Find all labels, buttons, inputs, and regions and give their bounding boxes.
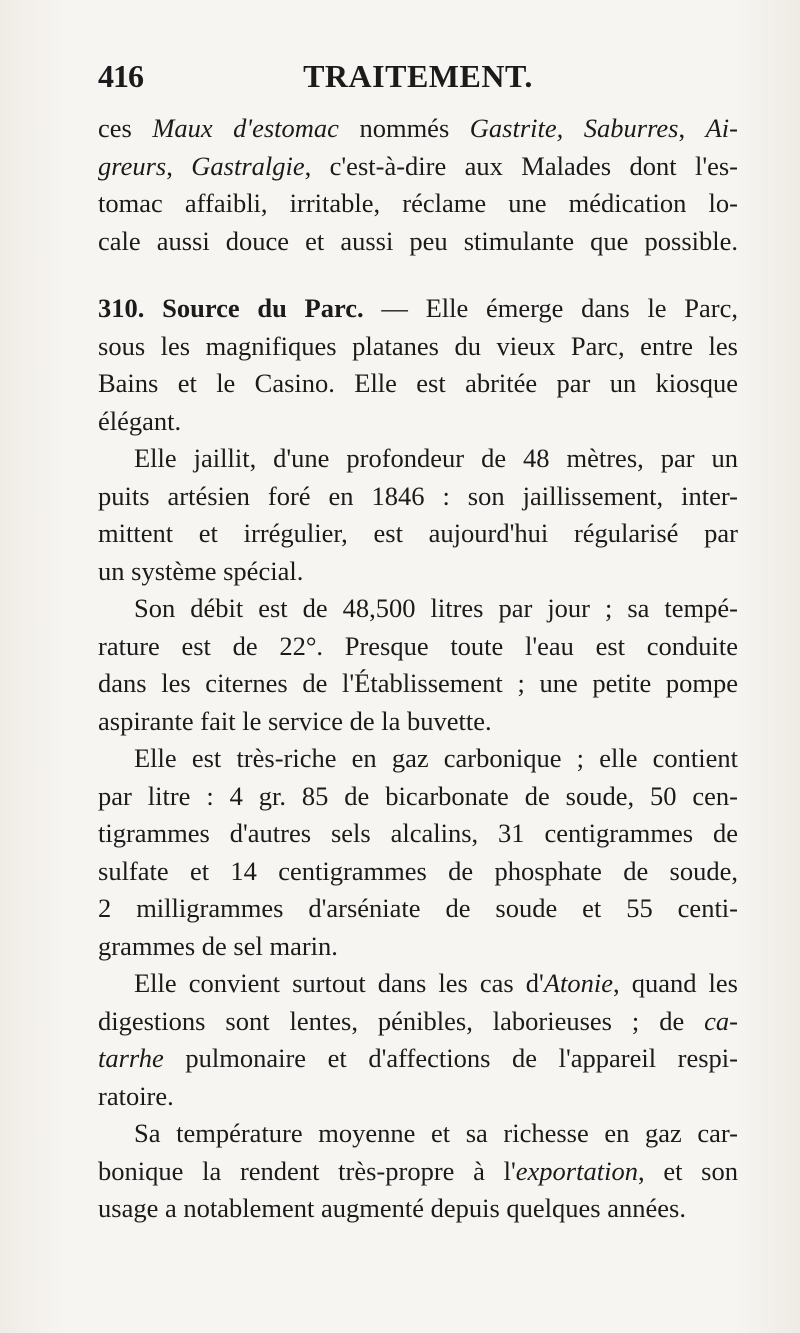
text-line: élégant. bbox=[98, 405, 182, 436]
text-fragment: pulmonaire et d'affections de l'appareil respi- bbox=[163, 1043, 738, 1073]
text-line bbox=[98, 965, 738, 1003]
text-fragment: Elle convient surtout dans les cas d' bbox=[134, 968, 544, 998]
text-fragment: , et son bbox=[637, 1155, 738, 1186]
text-line: tigrammes d'autres sels alcalins, 31 centigrammes de bbox=[98, 818, 738, 848]
text-line bbox=[98, 1153, 738, 1191]
section-number: 310. bbox=[98, 293, 145, 323]
text-line: puits artésien foré en 1846 : son jaillissement, inter- bbox=[98, 480, 738, 511]
text-line: ratoire. bbox=[98, 1080, 174, 1111]
italic-term: Gastrite, Saburres bbox=[469, 113, 679, 143]
text-line: sous les magnifiques platanes du vieux Parc, entre les bbox=[98, 330, 738, 361]
text-line: un système spécial. bbox=[98, 555, 304, 586]
text-fragment: ces bbox=[98, 113, 153, 143]
text-line: rature est de 22°. Presque toute l'eau est conduite bbox=[98, 630, 738, 661]
page-number: 416 bbox=[98, 58, 143, 94]
text-fragment: — Elle émerge dans le Parc, bbox=[363, 293, 738, 323]
section-gap bbox=[98, 260, 738, 290]
text-fragment: , bbox=[678, 113, 706, 143]
running-title: TRAITEMENT. bbox=[303, 58, 533, 94]
italic-term: greurs bbox=[98, 150, 167, 181]
italic-term: tarrhe bbox=[98, 1043, 164, 1073]
italic-term: Atonie bbox=[543, 968, 614, 998]
italic-term: Maux d'estomac bbox=[152, 113, 339, 143]
italic-term: exportation bbox=[515, 1155, 638, 1186]
text-line bbox=[98, 110, 738, 148]
text-line: usage a notablement augmenté depuis quelques années. bbox=[98, 1193, 686, 1223]
section-title: Source du Parc. bbox=[162, 293, 364, 323]
text-line bbox=[98, 1040, 738, 1078]
text-line: Elle jaillit, d'une profondeur de 48 mètres, par un bbox=[134, 443, 738, 473]
text-line: Son débit est de 48,500 litres par jour ; sa tempé- bbox=[134, 593, 738, 623]
text-line: dans les citernes de l'Établissement ; une petite pompe bbox=[98, 668, 738, 698]
text-line: Bains et le Casino. Elle est abritée par un kiosque bbox=[98, 368, 738, 398]
section-heading-line bbox=[98, 290, 738, 328]
text-line: aspirante fait le service de la buvette. bbox=[98, 705, 492, 736]
text-fragment: nommés bbox=[338, 113, 470, 143]
text-line bbox=[98, 148, 738, 186]
running-head bbox=[98, 58, 738, 98]
text-line: par litre : 4 gr. 85 de bicarbonate de soude, 50 cen- bbox=[98, 780, 738, 811]
text-line: tomac affaibli, irritable, réclame une médication lo- bbox=[98, 188, 738, 218]
body-text bbox=[98, 110, 738, 1228]
text-line: cale aussi douce et aussi peu stimulante que possible. bbox=[98, 225, 738, 256]
italic-term: Gastralgie bbox=[191, 150, 305, 181]
italic-term: Ai- bbox=[705, 113, 738, 143]
italic-term: ca- bbox=[704, 1005, 738, 1036]
text-line: Sa température moyenne et sa richesse en gaz car- bbox=[134, 1118, 738, 1148]
text-line: 2 milligrammes d'arséniate de soude et 55 centi- bbox=[98, 893, 738, 923]
text-fragment: , bbox=[166, 150, 192, 181]
text-fragment: digestions sont lentes, pénibles, laborieuses ; de bbox=[98, 1005, 705, 1036]
text-fragment: , c'est-à-dire aux Malades dont l'es- bbox=[304, 150, 738, 181]
text-line bbox=[98, 1003, 738, 1041]
text-fragment: , quand les bbox=[613, 968, 738, 998]
text-line: sulfate et 14 centigrammes de phosphate de soude, bbox=[98, 855, 738, 886]
text-fragment: bonique la rendent très-propre à l' bbox=[98, 1155, 516, 1186]
text-line: Elle est très-riche en gaz carbonique ; elle contient bbox=[134, 743, 738, 773]
text-line: grammes de sel marin. bbox=[98, 930, 338, 961]
text-line: mittent et irrégulier, est aujourd'hui régularisé par bbox=[98, 518, 738, 548]
